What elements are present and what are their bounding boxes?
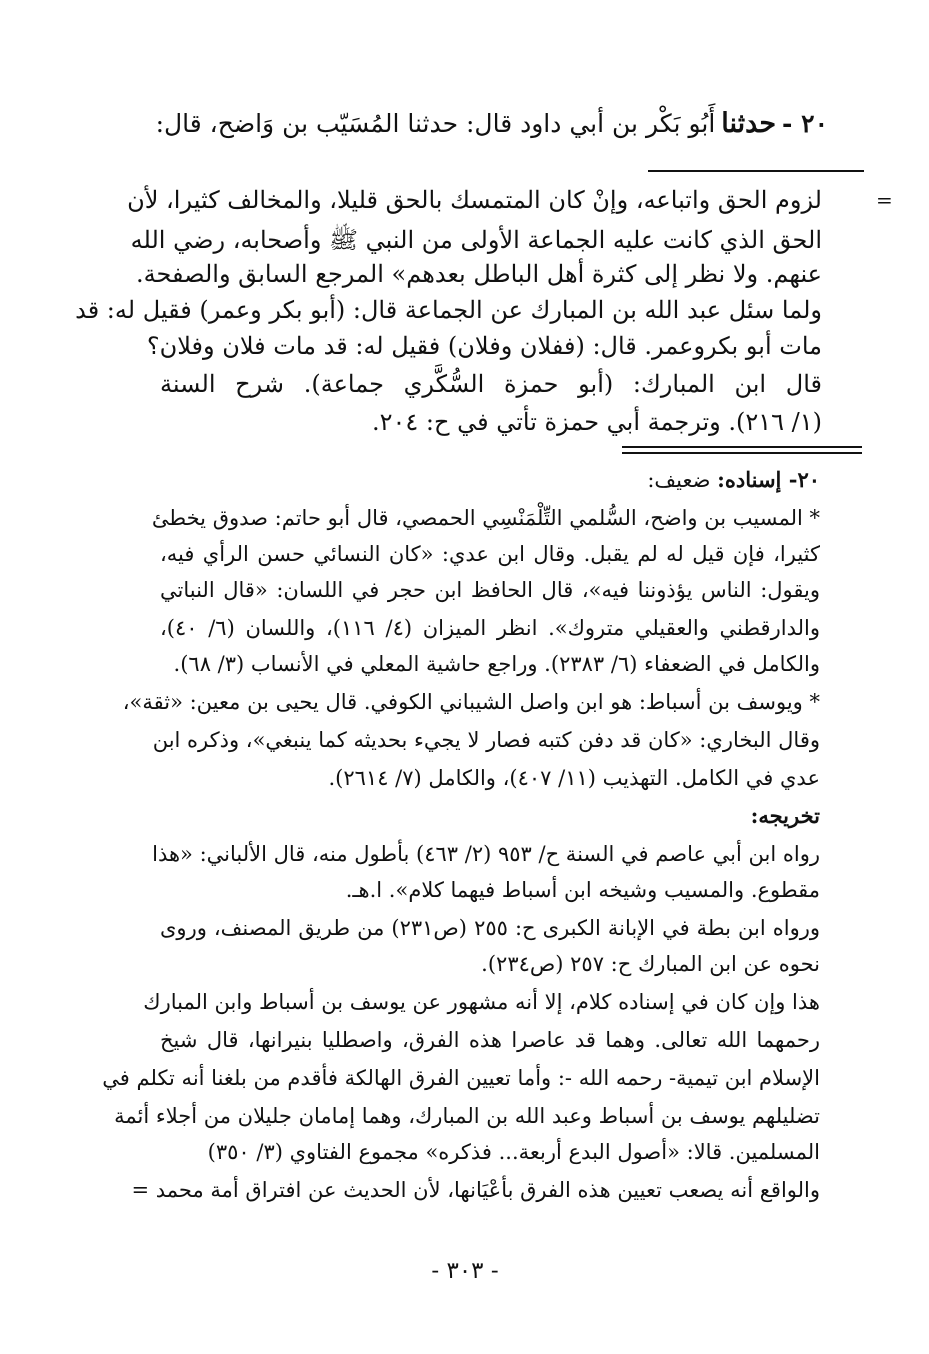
isnad-line-6: * ويوسف بن أسباط: هو ابن واصل الشيباني الكوفي. قال يحيى بن معين: «ثقة»،: [122, 690, 820, 714]
takhrij-line-3: ورواه ابن بطة في الإبانة الكبرى ح: ٢٥٥ (ص٢٣١) من طريق المصنف، وروى: [160, 916, 820, 940]
takhrij-line-6: رحمهما الله تعالى. وهما قد عاصرا هذه الفرق، واصطليا بنيرانها، قال شيخ: [160, 1028, 820, 1052]
upper-note-line-2: الحق الذي كانت عليه الجماعة الأولى من النبي ﷺ وأصحابه، رضي الله: [130, 226, 822, 254]
isnad-heading-value: ضعيف:: [647, 468, 711, 492]
takhrij-line-1: رواه ابن أبي عاصم في السنة ح/ ٩٥٣ (٢/ ٤٦٣) بأطول منه، قال الألباني: «هذا: [152, 842, 820, 866]
upper-note-line-3: عنهم. ولا نظر إلى كثرة أهل الباطل بعدهم» المرجع السابق والصفحة.: [136, 260, 822, 288]
hadith-chain-text: أَبُو بَكْر بن أبي داود قال: حدثنا المُسَيّب بن وَاضح، قال:: [155, 109, 716, 138]
continuation-mark: =: [876, 188, 893, 212]
isnad-heading: [160, 462, 820, 498]
takhrij-line-7: الإسلام ابن تيمية- رحمه الله -: وأما تعيين الفرق الهالكة فأقدم من بلغنا أنه تكلم في: [102, 1066, 820, 1090]
takhrij-heading: [160, 798, 820, 834]
isnad-line-3: ويقول: الناس يؤذوننا فيه»، قال الحافظ ابن حجر في اللسان: «قال النباتي: [160, 578, 820, 602]
upper-note-line-7: (١/ ٢١٦). وترجمة أبي حمزة تأتي في ح: ٢٠٤.: [371, 408, 822, 436]
upper-note-line-6: قال ابن المبارك: (أبو حمزة السُّكَّري جماعة). شرح السنة: [160, 370, 822, 398]
double-rule-bottom: [622, 452, 862, 454]
isnad-line-7: وقال البخاري: «كان قد دفن كتبه فصار لا يجيء بحديثه كما ينبغي»، وذكره ابن: [152, 728, 820, 752]
header-rule: [648, 170, 864, 172]
page-number: - ٣٠٣ -: [431, 1258, 499, 1284]
upper-note-line-5: مات أبو بكروعمر. قال: (ففلان وفلان) فقيل له: قد مات فلان وفلان؟: [146, 332, 822, 360]
isnad-line-4: والدارقطني والعقيلي متروك». انظر الميزان (٤/ ١١٦)، واللسان (٦/ ٤٠)،: [160, 616, 820, 640]
upper-note-line-1: لزوم الحق واتباعه، وإنْ كان المتمسك بالحق قليلا، والمخالف كثيرا، لأن: [127, 186, 822, 214]
double-rule-top: [622, 446, 862, 448]
takhrij-line-5: هذا وإن كان في إسناده كلام، إلا أنه مشهور عن يوسف بن أسباط وابن المبارك: [143, 990, 820, 1014]
takhrij-label: تخريجه:: [750, 803, 820, 828]
hadith-keyword: حدثنا: [721, 108, 777, 139]
takhrij-line-2: مقطوع. والمسيب وشيخه ابن أسباط فيهما كلام». ا.هـ.: [345, 878, 820, 902]
hadith-heading: [155, 104, 828, 144]
isnad-heading-label: ٢٠- إسناده:: [717, 467, 820, 492]
isnad-line-1: * المسيب بن واضح، السُّلمي التِّلْمَنْسِي الحمصي، قال أبو حاتم: صدوق يخطئ: [151, 506, 820, 530]
takhrij-line-10: والواقع أنه يصعب تعيين هذه الفرق بأعْيَانها، لأن الحديث عن افتراق أمة محمد =: [131, 1178, 820, 1202]
takhrij-line-9: المسلمين. قالا: «أصول البدع أربعة... فذكره» مجموع الفتاوي (٣/ ٣٥٠): [207, 1140, 820, 1164]
upper-note-line-4: ولما سئل عبد الله بن المبارك عن الجماعة قال: (أبو بكر وعمر) فقيل له: قد: [75, 296, 822, 324]
isnad-line-8: عدي في الكامل. التهذيب (١١/ ٤٠٧)، والكامل (٧/ ٢٦١٤).: [328, 766, 820, 790]
isnad-line-5: والكامل في الضعفاء (٦/ ٢٣٨٣). وراجع حاشية المعلي في الأنساب (٣/ ٦٨).: [173, 652, 820, 676]
takhrij-line-8: تضليلهم يوسف بن أسباط وعبد الله بن المبارك، وهما إمامان جليلان من أجلاء أئمة: [114, 1104, 820, 1128]
takhrij-line-4: نحوه عن ابن المبارك ح: ٢٥٧ (ص٢٣٤).: [481, 952, 820, 976]
isnad-line-2: كثيرا، فإن قيل له لم يقبل. وقال ابن عدي: «كان النسائي حسن الرأي فيه،: [160, 542, 820, 566]
hadith-number: ٢٠ -: [782, 109, 828, 138]
